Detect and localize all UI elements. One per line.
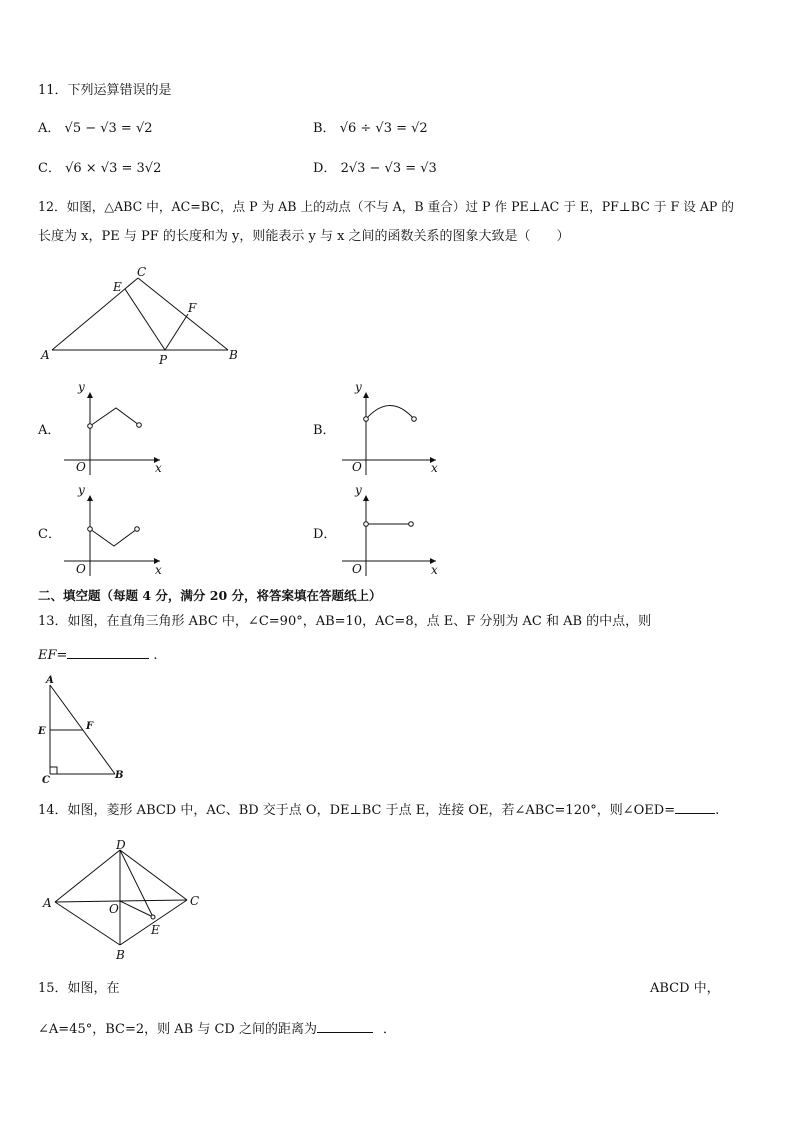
q13-label-e: E: [38, 726, 46, 737]
q14-period: .: [715, 803, 720, 818]
q13-label-a: A: [46, 675, 54, 686]
q12-label-e: E: [113, 280, 122, 294]
q14-label-b: B: [116, 948, 125, 962]
graph-c-y-label: y: [78, 483, 85, 497]
section-title: 二、填空题（每题 4 分，满分 20 分，将答案填在答题纸上）: [38, 588, 382, 603]
graph-d-y-label: y: [355, 483, 362, 497]
option-a-label: A．: [38, 121, 61, 136]
graph-d-x-label: x: [431, 563, 438, 577]
q14-stem-text: 14．如图，菱形 ABCD 中，AC、BD 交于点 O，DE⊥BC 于点 E，连接 OE，若∠ABC=120°，则∠OED=: [38, 803, 676, 818]
option-b-label: B．: [313, 121, 336, 136]
option-b-math: √6 ÷ √3 = √2: [339, 121, 428, 136]
q12-label-f: F: [188, 301, 197, 315]
q12-label-b: B: [229, 348, 238, 362]
option-c-math: √6 × √3 = 3√2: [65, 161, 162, 176]
graph-b-x-label: x: [431, 461, 438, 475]
q11-stem: 11．下列运算错误的是: [38, 83, 172, 98]
q13-stem-line1: 13．如图，在直角三角形 ABC 中，∠C=90°，AB=10，AC=8，点 E、F 分别为 AC 和 AB 的中点，则: [38, 614, 652, 629]
q14-label-d: D: [116, 838, 126, 852]
option-c-label: C．: [38, 161, 61, 176]
graph-c-x-label: x: [155, 563, 162, 577]
q14-label-o: O: [109, 902, 119, 916]
option-a-math: √5 − √3 = √2: [64, 121, 153, 136]
q14-label-e: E: [151, 923, 160, 937]
q15-stem-line1-left: 15．如图，在: [38, 981, 120, 996]
q13-label-f: F: [86, 721, 94, 732]
graph-a-x-label: x: [155, 461, 162, 475]
q14-label-a: A: [43, 896, 52, 910]
q12-option-c: C．: [38, 527, 61, 542]
q13-ef-prefix: EF=: [38, 648, 68, 663]
q12-label-p: P: [159, 353, 168, 367]
q12-label-a: A: [41, 348, 50, 362]
q12-option-b: B．: [313, 423, 336, 438]
q15-stem-line2: [38, 1020, 396, 1039]
q15-period: ．: [382, 1022, 396, 1037]
q13-period: .: [153, 648, 158, 663]
q15-stem-line1-right: ABCD 中，: [650, 981, 720, 996]
q12-stem-line2: 长度为 x，PE 与 PF 的长度和为 y，则能表示 y 与 x 之间的函数关系的图象大致是（ ）: [38, 229, 570, 244]
graph-a-origin-label: O: [76, 460, 86, 474]
option-d-math: 2√3 − √3 = √3: [340, 161, 437, 176]
graph-c-origin-label: O: [76, 562, 86, 576]
q13-label-c: C: [42, 775, 50, 786]
option-d-label: D．: [313, 161, 337, 176]
q15-stem-text: ∠A=45°，BC=2，则 AB 与 CD 之间的距离为: [38, 1022, 317, 1037]
q12-stem-line1: 12．如图，△ABC 中，AC=BC，点 P 为 AB 上的动点（不与 A，B 重合）过 P 作 PE⊥AC 于 E，PF⊥BC 于 F 设 AP 的: [38, 199, 734, 214]
q12-label-c: C: [137, 265, 147, 279]
q12-option-a: A．: [38, 423, 61, 438]
q14-label-c: C: [190, 894, 200, 908]
q15-answer-blank[interactable]: [317, 1020, 373, 1033]
graph-d-origin-label: O: [352, 562, 362, 576]
graph-a-y-label: y: [78, 380, 85, 394]
q13-label-b: B: [115, 770, 124, 781]
graph-b-y-label: y: [355, 380, 362, 394]
q12-option-d: D．: [313, 527, 337, 542]
graph-b-origin-label: O: [352, 460, 362, 474]
